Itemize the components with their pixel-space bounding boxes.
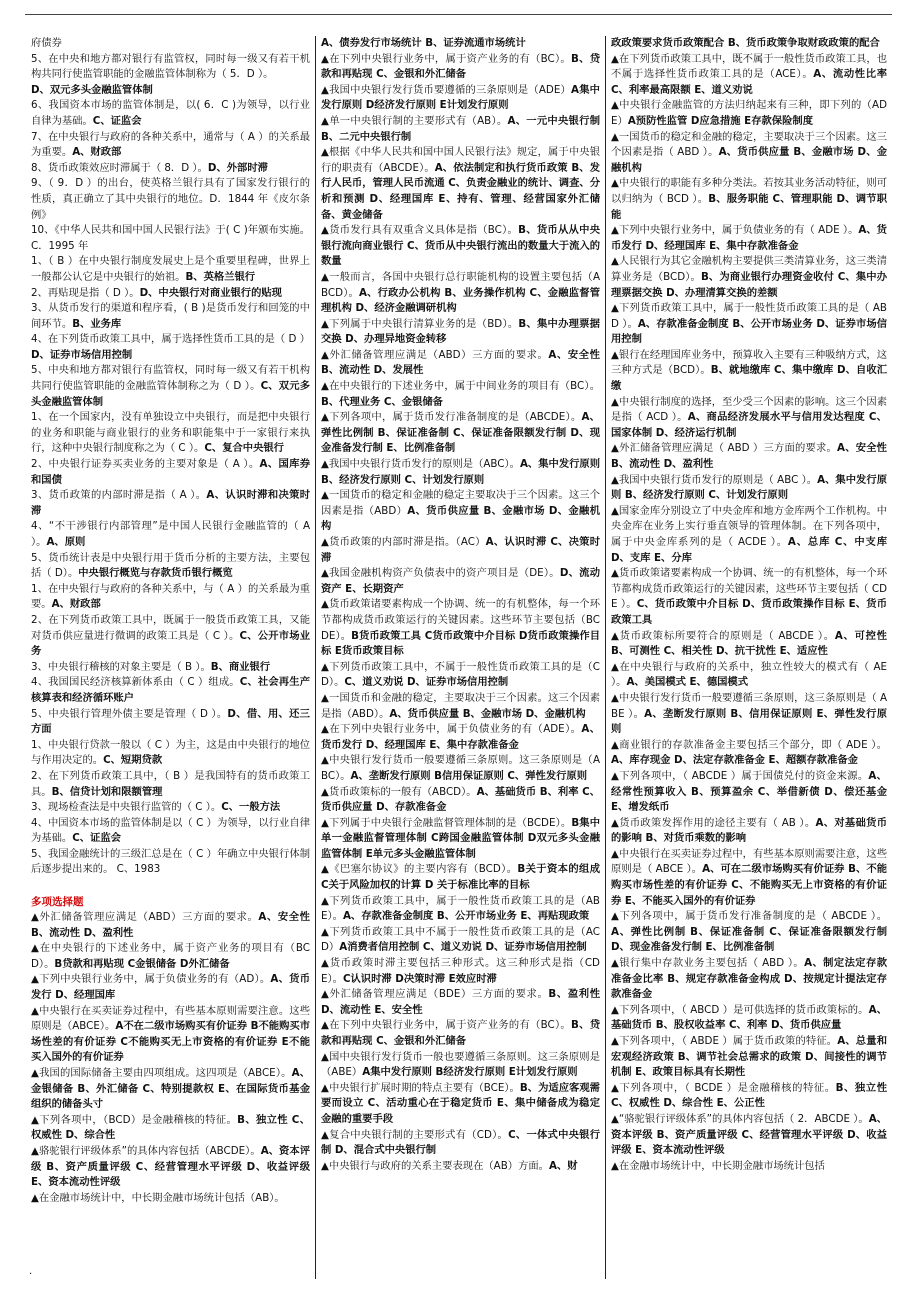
question-item <box>31 972 310 1003</box>
question-text: ▲中央银行的职能有多种分类法。若按其业务活动特征，则可以归纳为（ BCD ）。 <box>611 177 887 205</box>
answer-text: B、英格兰银行 <box>185 270 256 283</box>
question-item <box>31 363 310 410</box>
answer-text: A、国库券和国债 <box>31 458 310 486</box>
question-item <box>611 348 887 395</box>
answer-text: C、双元多头金融监管体制 <box>31 380 311 408</box>
answer-text: C、道义劝说 D、证券市场信用控制 <box>344 676 509 689</box>
question-item <box>31 847 310 878</box>
question-item <box>31 410 310 457</box>
answer-text: A、金银储备 B、外汇储备 C、特别提款权 E、在国际货币基金组织的储备头寸 <box>31 1067 310 1111</box>
answer-text: A、垄断发行原则 B、信用保证原则 E、弹性发行原则 <box>611 707 887 736</box>
answer-text: B货币政策工具 C货币政策中介目标 D货币政策操作目标 E货币政策目标 <box>321 629 600 658</box>
question-item <box>321 987 600 1018</box>
question-text: ▲在下列中央银行业务中，属于资产业务的有（BC）。 <box>321 52 571 65</box>
answer-text: C、公开市场业务 <box>31 629 310 658</box>
answer-text: A、货币供应量 B、金融市场 D、金融机构 <box>321 504 600 533</box>
question-item <box>31 1144 310 1191</box>
question-text: ▲下列属于中央银行清算业务的是（BD）。 <box>321 317 519 330</box>
question-item <box>31 254 310 285</box>
question-item <box>611 130 887 177</box>
question-text: ▲在金融市场统计中，中长期金融市场统计包括 <box>611 1159 825 1172</box>
question-text: 1、在中央银行与政府的各种关系中，与（ A ）的关系最为重要。 <box>31 582 310 611</box>
question-item <box>31 738 310 769</box>
question-text: 1、（ B ）在中央银行制度发展史上是个重要里程碑，世界上一般都公认它是中央银行的始祖。 <box>31 255 310 283</box>
question-text: ▲下列中央银行业务中，属于负债业务的有（ ADE ）。 <box>611 224 859 237</box>
question-text: 府债券 <box>31 37 62 49</box>
question-text: ▲一国货币的稳定和金融的稳定，主要取决于三个因素。这三个因素是指（ ABD ）。 <box>611 130 887 159</box>
question-item <box>321 597 600 659</box>
answer-text: A、依法制定和执行货币政策 B、发行人民币，管理人民币流通 C、负责金融业的统计、调查、分析和预测 D、经理国库 E、持有、管理、经营国家外汇储备、黄金储备 <box>321 161 600 221</box>
answer-text: A、总量和宏观经济政策 B、调节社会总需求的政策 D、间接性的调节机制 E、政策目标具有长期性 <box>611 1035 887 1079</box>
question-text: ▲一国货币的稳定和金融的稳定主要取决于三个因素。这三个因素是指（ABD） <box>321 489 600 517</box>
answer-text: 中央银行概览与存款货币银行概览 <box>78 567 233 580</box>
question-text: ▲下列各项中，属于货币发行准备制度的是（ ABCDE ）。 <box>611 910 887 923</box>
question-item <box>321 223 600 270</box>
question-item <box>321 1081 600 1128</box>
question-item <box>31 488 310 519</box>
answer-text: A、债券发行市场统计 B、证券流通市场统计 <box>321 37 526 49</box>
question-text: ▲人民银行为其它金融机构主要提供三类清算业务，这三类清算业务是（BCD）。 <box>611 255 887 283</box>
answer-text: A、货币发行 D、经理国库 E、集中存款准备金 <box>321 723 600 751</box>
question-text: 5、中央银行管理外债主要是管理（ D ）。 <box>31 707 228 720</box>
question-item <box>611 1159 887 1175</box>
question-item <box>611 1081 887 1112</box>
column-1 <box>25 36 315 1279</box>
question-text: ▲在下列中央银行业务中，属于资产业务的有（BC）。 <box>321 1019 571 1032</box>
question-item <box>321 894 600 925</box>
question-text: ▲下列货币政策工具中，不属于一般性货币政策工具的是（CD）。 <box>321 660 600 689</box>
answer-text: B、贷款和再贴现 C、金银和外汇储备 <box>321 52 600 81</box>
question-item <box>31 582 310 613</box>
answer-text: A、商品经济发展水平与信用发达程度 C、国家体制 D、经济运行机制 <box>611 411 887 439</box>
question-text: ▲在下列货币政策工具中，既不属于一般性货币政策工具，也不属于选择性货币政策工具的是（ACE）。 <box>611 52 887 81</box>
answer-text: 政政策要求货币政策配合 B、货币政策争取财政政策的配合 <box>611 37 880 49</box>
answer-text: C、短期贷款 <box>103 754 163 767</box>
answer-text: A、货币供应量 B、金融市场 D、金融机构 <box>389 707 586 720</box>
question-item <box>31 1066 310 1113</box>
question-item <box>321 660 600 691</box>
answer-text: A、存款准备金制度 B、公开市场业务 D、证券市场信用控制 <box>611 317 887 346</box>
answer-text: B、为适应客观需要而设立 C、活动重心在于稳定货币 E、集中储备成为稳定金融的重要手段 <box>321 1081 600 1125</box>
question-text: 9、（ 9．D ）的出台，使英格兰银行具有了国家发行银行的性质，真正确立了其中央银行的地位。D．1844 年《皮尔条例》 <box>31 177 310 221</box>
question-text: 3、货币政策的内部时滞是指（ A ）。 <box>31 489 207 502</box>
question-text: ▲在下列中央银行业务中，属于负债业务的有（ADE）。 <box>321 723 582 736</box>
question-item <box>321 1128 600 1159</box>
question-item <box>31 707 310 738</box>
question-item <box>31 98 310 129</box>
question-text: ▲下列各项中，（ ABDE ）属于货币政策的特征。 <box>611 1035 838 1047</box>
question-text: ▲下列属于中央银行金融监督管理体制的是（BCDE）。 <box>321 816 572 829</box>
answer-text: B关于资本的组成 C关于风险加权的计算 D 关于标准比率的目标 <box>321 863 600 892</box>
answer-text: C、一般方法 <box>221 801 281 814</box>
question-text: 7、在中央银行与政府的各种关系中，通常与（ A ）的关系最为重要。 <box>31 130 310 159</box>
question-item <box>321 114 600 145</box>
page-top-rule <box>25 14 892 15</box>
answer-text: A、原则 <box>46 536 86 548</box>
answer-text: A、库存现金 D、法定存款准备金 E、超额存款准备金 <box>611 754 858 767</box>
answer-text: D、外部时滞 <box>207 161 268 174</box>
question-item <box>611 254 887 301</box>
question-text: 4、在下列货币政策工具中，属于选择性货币工具的是（ D ） <box>31 333 310 346</box>
answer-text: A、可在二级市场购买有价证券 B、不能购买市场性差的有价证券 C、不能购买无上市资格的有价证券 E、不能买入国外的有价证券 <box>611 863 887 907</box>
question-item <box>31 161 310 177</box>
question-text: 10、《中华人民共和国中国人民银行法》于( C )年颁布实施。 C．1995 年 <box>31 224 310 252</box>
question-text: 3、从货币发行的渠道和程序看，( B )是货币发行和回笼的中间环节。 <box>31 302 310 330</box>
section-heading-multiple-choice: 多项选择题 <box>31 896 84 909</box>
answer-text: B、就地缴库 C、集中缴库 D、自收汇缴 <box>611 364 888 393</box>
question-text: 2、在下列货币政策工具中，既属于一般货币政策工具，又能对货币供应量进行微调的政策工具是（ C ）。 <box>31 613 310 642</box>
question-item <box>31 176 310 223</box>
answer-text: B、盈利性 D、流动性 E、安全性 <box>321 988 600 1016</box>
question-item <box>31 769 310 800</box>
question-text: ▲下列各项中，属于货币发行准备制度的是（ABCDE）。 <box>321 411 582 424</box>
question-item <box>611 1112 887 1159</box>
question-item <box>611 36 887 52</box>
question-text: ▲下列各项中，（ BCDE ）是金融稽核的特征。 <box>611 1081 836 1094</box>
question-text: ▲银行集中存款业务主要包括（ ABD ）。 <box>611 957 805 970</box>
question-item <box>611 769 887 816</box>
answer-text: B集中单一金融监督管理体制 C跨国金融监管体制 D双元多头金融监管体制 E单元多头金融监管体制 <box>321 816 600 860</box>
question-item <box>321 1159 600 1175</box>
question-item <box>321 956 600 987</box>
answer-text: C、复合中央银行 <box>204 442 284 455</box>
answer-text: A、资本评级 B、资产质量评级 C、经营管理水平评级 D、收益评级 E、资本流动性评级 <box>611 1112 888 1157</box>
answer-text: B、商业银行 <box>210 660 271 673</box>
answer-text: A、财政部 <box>72 146 122 159</box>
answer-text: B、贷款和再贴现 C、金银和外汇储备 <box>321 1019 600 1047</box>
question-item <box>321 862 600 893</box>
question-text: ▲《巴塞尔协议》的主要内容有（BCD）。 <box>321 863 518 876</box>
question-item <box>31 130 310 161</box>
question-text: ▲下列各项中，（BCD）是金融稽核的特征。 <box>31 1113 238 1126</box>
answer-text: A、流动性比率 C、利率最高限额 E、道义劝说 <box>611 68 887 96</box>
section-gap <box>31 878 310 894</box>
question-text: ▲货币政策时滞主要包括三种形式。这三种形式是指（CDE）。 <box>321 957 600 985</box>
question-text: ▲中央银行在买卖证券过程中，有些基本原则需要注意。这些原则是（ABCE）。 <box>31 1004 310 1033</box>
question-text: ▲我国金融机构资产负债表中的资产项目是（DE）。 <box>321 567 560 580</box>
question-item <box>611 1003 887 1034</box>
answer-text: B、业务库 <box>72 317 122 330</box>
question-text: ▲中央银行发行货币一般要遵循三条原则。这三条原则是（ABC）。 <box>321 754 600 782</box>
question-item <box>321 379 600 410</box>
answer-text: A、安全性 B、流动性 D、发展性 <box>321 348 600 377</box>
answer-text: D、借、用、还三方面 <box>31 707 310 736</box>
question-text: ▲中央银行与政府的关系主要表现在（AB）方面。 <box>321 1159 549 1172</box>
question-text: ▲商业银行的存款准备金主要包括三个部分，即（ ADE ）。 <box>611 738 887 751</box>
question-text: ▲中央银行发行货币一般要遵循三条原则，这三条原则是（ ABE ）。 <box>611 691 887 720</box>
question-text: ▲在中央银行与政府的关系中，独立性较大的模式有（ AE ）。 <box>611 660 887 689</box>
question-item <box>31 223 310 254</box>
question-item <box>321 816 600 863</box>
question-text: ▲货币政策诸要素构成一个协调、统一的有机整体，每一个环节都构成货币政策运行的关键因素。这些环节主要包括（BCDE）。 <box>321 598 600 642</box>
question-text: 1、在一个国家内，没有单独设立中央银行，而是把中央银行的业务和职能与商业银行的业务和职能集中于一家银行来执行，这种中央银行制度称之为（ C ）。 <box>31 411 310 455</box>
question-text: 4、“不干涉银行内部管理”是中国人民银行金融监管的（ A ）。 <box>31 520 310 548</box>
question-item <box>611 956 887 1003</box>
question-text: ▲一国货币和金融的稳定，主要取决于三个因素。这三个因素是指（ABD）。 <box>321 691 600 720</box>
question-text: ▲在金融市场统计中，中长期金融市场统计包括（AB）。 <box>31 1191 285 1204</box>
question-text: ▲一般而言，各国中央银行总行职能机构的设置主要包括（ABCD）。 <box>321 270 600 299</box>
question-text: ▲单一中央银行制的主要形式有（AB）。 <box>321 114 508 127</box>
answer-text: A、对基础货币的影响 B、对货币乘数的影响 <box>611 816 887 845</box>
document-page <box>25 36 892 1279</box>
question-item <box>321 925 600 956</box>
question-item <box>611 441 887 472</box>
answer-text: A、经常性预算收入 B、预算盈余 C、举借新债 D、偿还基金 E、增发纸币 <box>611 769 887 814</box>
answer-text: C、一体式中央银行制 D、混合式中央银行制 <box>321 1128 601 1157</box>
question-text: ▲银行在经理国库业务中，预算收入主要有三种吸纳方式，这三种方式是（BCD）。 <box>611 348 887 377</box>
question-item <box>321 36 600 52</box>
answer-text: C、证监会 <box>72 832 121 845</box>
question-item <box>611 473 887 504</box>
question-item <box>31 1113 310 1144</box>
question-item <box>611 395 887 442</box>
answer-text: C、社会再生产核算表和经济循环账户 <box>31 676 310 704</box>
question-item <box>31 675 310 706</box>
answer-text: D、流动资产 E、长期资产 <box>321 567 600 595</box>
question-item <box>611 816 887 847</box>
answer-text: B、服务职能 C、管理职能 D、调节职能 <box>611 192 888 221</box>
question-item <box>611 660 887 691</box>
question-text: 5、在中央和地方都对银行有监管权，同时每一级又有若干机构共同行使监管职能的金融监管体制称为（ 5．D ）。 <box>31 52 310 81</box>
single-choice-section <box>31 36 310 878</box>
question-text: ▲下列各项中，（ ABCDE ）属于国债兑付的资金来源。 <box>611 769 869 782</box>
answer-text: C、证监会 <box>92 114 142 127</box>
question-item <box>31 457 310 488</box>
answer-text: A、存款准备金制度 B、公开市场业务 E、再贴现政策 <box>342 910 590 923</box>
answer-text: A、认识时滞 C、决策时滞 <box>321 536 600 564</box>
answer-text: A、集中发行原则 B、经济发行原则 C、计划发行原则 <box>611 473 888 502</box>
question-item <box>321 410 600 457</box>
question-text: ▲货币发行具有双重含义具体是指（BC）。 <box>321 224 519 237</box>
answer-text: A、一元中央银行制 B、二元中央银行制 <box>321 114 600 143</box>
answer-text: B、独立性 C、权威性 D、综合性 <box>31 1113 310 1142</box>
question-text: ▲下列各项中，（ ABCD ）是可供选择的货币政策标的。 <box>611 1003 869 1016</box>
question-text: ▲下列货币政策工具中不属于一般性货币政策工具的是（ACD） <box>321 925 600 954</box>
question-text: ▲根据《中华人民共和国中国人民银行法》规定，属于中央银行的职责有（ABCDE）。 <box>321 146 600 174</box>
question-text: ▲国家金库分别设立了中央金库和地方金库两个工作机构。中央金库在业务上实行垂直领导的管理体制。在下列各项中，属于中央金库系列的是（ ACDE ）。 <box>611 504 887 548</box>
question-text: ▲货币政策标所要符合的原则是（ ABCDE ）。 <box>611 629 835 642</box>
question-text: ▲下列货币政策工具中，属于一般性货币政策工具的是（ABE）。 <box>321 894 600 923</box>
answer-text: A、基础货币 B、利率 C、货币供应量 D、存款准备金 <box>321 785 600 814</box>
answer-text: A、安全性 B、流动性 D、盈利性 <box>611 442 887 471</box>
question-item <box>321 317 600 348</box>
question-item <box>31 301 310 332</box>
question-text: 3、现场检查法是中央银行监管的（ C ）。 <box>31 801 222 814</box>
answer-text: A、财 <box>548 1159 578 1172</box>
question-item <box>31 551 310 582</box>
question-item <box>321 83 600 114</box>
question-item <box>611 566 887 628</box>
question-text: 5、中央和地方都对银行有监管权，同时每一级又有若干机构共同行使监管职能的金融监管体制称之为（ D ）。 <box>31 364 310 393</box>
question-item <box>31 332 310 363</box>
answer-text: D、中央银行对商业银行的贴现 <box>139 286 282 299</box>
question-item <box>321 1018 600 1049</box>
question-text: ▲货币政策的内部时滞是指。（AC） <box>321 536 486 548</box>
question-text: 3、中央银行稽核的对象主要是（ B ）。 <box>31 660 211 673</box>
question-text: ▲中央银行扩展时期的特点主要有（BCE）。 <box>321 1081 520 1094</box>
question-item <box>31 286 310 302</box>
question-text: 2、中央银行证券买卖业务的主要对象是（ A ）。 <box>31 458 260 471</box>
question-text: ▲下列中央银行业务中，属于负债业务的有（AD）。 <box>31 973 271 986</box>
question-text: ▲骆驼银行评级体系”的具体内容包括（ABCDE）。 <box>31 1144 261 1157</box>
answer-text: B、集中办理票据交换 D、办理异地资金转移 <box>321 317 600 346</box>
answer-text: D、双元多头金融监管体制 <box>31 83 153 96</box>
answer-text: B贷款和再贴现 C金银储备 D外汇储备 <box>54 957 230 970</box>
answer-text: B、代理业务 C、金银储备 <box>321 395 443 408</box>
question-text: 4、中国资本市场的监管体制是以（ C ）为领导，以行业自律为基础。 <box>31 816 310 845</box>
answer-text: A、货币供应量 B、金融市场 D、金融机构 <box>611 146 887 174</box>
question-item <box>611 223 887 254</box>
question-text: ▲复合中央银行制的主要形式有（CD）。 <box>321 1128 509 1141</box>
question-item <box>31 519 310 550</box>
answer-text: A、基础货币 B、股权收益率 C、利率 D、货币供应量 <box>611 1003 887 1032</box>
question-text: 2、再贴现是指（ D ）。 <box>31 286 140 299</box>
question-text: ▲中央银行在买卖证券过程中，有些基本原则需要注意，这些原则是（ ABCE ）。 <box>611 847 887 876</box>
question-text: ▲中央银行金融监管的方法归纳起来有三种，即下列的（ADE） <box>611 99 887 127</box>
answer-text: B、信贷计划和限额管理 <box>51 785 163 798</box>
question-text: 5、货币统计表是中央银行用于货币分析的主要方法，主要包括（ D）。 <box>31 551 310 580</box>
question-item <box>321 753 600 784</box>
answer-text: A不在二级市场购买有价证券 B不能购买市场性差的有价证券 C不能购买无上市资格的有价证券 E不能买入国外的有价证券 <box>31 1020 310 1064</box>
question-item <box>611 504 887 566</box>
question-item <box>611 176 887 223</box>
question-item <box>321 457 600 488</box>
question-item <box>31 52 310 83</box>
question-item <box>321 1050 600 1081</box>
question-item <box>611 629 887 660</box>
question-text: ▲我国中央银行发行货币要遵循的三条原则是（ADE） <box>321 83 572 96</box>
answer-text: A、弹性比例制 B、保证准备制 C、保证准备限额发行制 D、现金准备发行制 E、比例准备制 <box>611 925 887 954</box>
question-text: ▲中央银行制度的选择，至少受三个因素的影响。这三个因素是指（ ACD ）。 <box>611 395 887 424</box>
question-text: ▲货币政策标的一般有（ABCD）。 <box>321 785 477 798</box>
answer-text: A集中发行原则 D经济发行原则 E计划发行原则 <box>321 83 600 112</box>
answer-text: A、集中发行原则 B、经济发行原则 C、计划发行原则 <box>321 458 601 486</box>
answer-text: A集中发行原则 B经济发行原则 E计划发行原则 <box>362 1066 578 1079</box>
question-item <box>31 941 310 972</box>
question-text: ▲“骆驼银行评级体系”的具体内容包括（ 2．ABCDE ）。 <box>611 1112 869 1125</box>
question-item <box>31 800 310 816</box>
question-item <box>321 785 600 816</box>
question-item <box>321 52 600 83</box>
answer-text: A、总库 C、中支库 D、支库 E、分库 <box>611 536 887 564</box>
question-text: ▲外汇储备管理应满足（ABD）三方面的要求。 <box>321 348 549 361</box>
question-text: ▲在中央银行的下述业务中，属于资产业务的项目有（BCD）。 <box>31 942 310 970</box>
question-text: ▲国中央银行发行货币一般也要遵循三条原则。这三条原则是（ABE） <box>321 1050 600 1079</box>
question-item <box>31 910 310 941</box>
question-text: 5、我国金融统计的三级汇总是在（ C ）年确立中央银行体制后逐步提出来的。 C、1983 <box>31 847 310 876</box>
answer-text: A、制定法定存款准备金比率 B、规定存款准备金构成 D、按规定计提法定存款准备金 <box>611 957 887 1001</box>
question-text: ▲下列货币政策工具中，属于一般性货币政策工具的是（ ABD ）。 <box>611 302 887 330</box>
question-item <box>611 738 887 769</box>
question-text: ▲在中央银行的下述业务中，属于中间业务的项目有（BC）。 <box>321 380 600 393</box>
question-item <box>611 909 887 956</box>
answer-text: A、认识时滞和决策时滞 <box>31 489 311 517</box>
column-3 <box>605 36 892 1279</box>
question-text: ▲我国中央银行货币发行的原则是（ABC）。 <box>321 458 520 471</box>
answer-text: A、资本评级 B、资产质量评级 C、经营管理水平评级 D、收益评级 E、资本流动性评级 <box>31 1144 310 1189</box>
question-item <box>321 270 600 317</box>
question-text: 6、我国资本市场的监管体制是，以( 6．C )为领导，以行业自律为基础。 <box>31 99 310 127</box>
question-text: ▲外汇储备管理应满足（ ABD ）三方面的要求。 <box>611 442 838 455</box>
answer-text: A、美国模式 E、德国模式 <box>626 676 749 689</box>
question-item <box>31 83 310 99</box>
question-text: 8、货币政策效应时滞属于（ 8．D ）。 <box>31 161 208 174</box>
question-item <box>321 348 600 379</box>
question-item <box>321 566 600 597</box>
question-text: ▲外汇储备管理应满足（BDE）三方面的要求。 <box>321 988 549 1001</box>
answer-text: A、弹性比例制 B、保证准备制 C、保证准备限额发行制 D、现金准备发行制 E、比例准备制 <box>321 411 600 455</box>
question-item <box>31 1004 310 1066</box>
question-item <box>321 691 600 722</box>
question-item <box>31 36 310 52</box>
question-text: ▲货币政策发挥作用的途径主要有（ AB ）。 <box>611 816 816 829</box>
question-item <box>611 691 887 738</box>
answer-text: D、证券市场信用控制 <box>31 348 133 361</box>
question-text: 4、我国国民经济核算新体系由（ C ）组成。 <box>31 676 240 689</box>
answer-text: C、货币政策中介目标 D、货币政策操作目标 E、货币政策工具 <box>611 598 887 626</box>
multiple-choice-section <box>31 910 310 1206</box>
question-item <box>321 535 600 566</box>
question-item <box>611 98 887 129</box>
answer-text: A、货币发行 D、经理国库 E、集中存款准备金 <box>611 224 887 252</box>
question-item <box>321 145 600 223</box>
answer-text: A、垄断发行原则 B信用保证原则 C、弹性发行原则 <box>350 769 588 782</box>
question-item <box>31 660 310 676</box>
question-text: ▲我国中央银行货币发行的原则是（ ABC ）。 <box>611 473 818 486</box>
question-text: ▲我国的国际储备主要由四项组成。这四项是（ABCE）。 <box>31 1067 292 1079</box>
question-text: ▲外汇储备管理应满足（ABD）三方面的要求。 <box>31 911 259 924</box>
answer-text: C认识时滞 D决策时滞 E效应时滞 <box>342 972 497 985</box>
question-item <box>31 816 310 847</box>
question-item <box>611 847 887 909</box>
question-item <box>31 613 310 660</box>
answer-text: B、独立性 C、权威性 D、综合性 E、公正性 <box>611 1081 887 1110</box>
question-item <box>611 1034 887 1081</box>
question-text: ▲货币政策诸要素构成一个协调、统一的有机整体，每一个环节都构成货币政策运行的关键因素，这些环节主要包括（ CDE ）。 <box>611 567 887 611</box>
answer-text: A、安全性 B、流动性 D、盈利性 <box>31 911 310 939</box>
question-text: 1、中央银行贷款一般以（ C ）为主，这是由中央银行的地位与作用决定的。 <box>31 738 310 767</box>
answer-text: A、可控性 B、可测性 C、相关性 D、抗干扰性 E、适应性 <box>611 629 887 658</box>
question-item <box>611 301 887 348</box>
answer-text: B、货币从从中央银行流向商业银行 C、货币从中央银行流出的数量大于流入的数量 <box>321 224 600 268</box>
footer-mark: . <box>29 1266 33 1277</box>
answer-text: A预防性监管 D应急措施 E存款保险制度 <box>627 114 813 127</box>
answer-text: A、货币发行 D、经理国库 <box>31 973 310 1002</box>
question-item <box>321 488 600 535</box>
answer-text: A、行政办公机构 B、业务操作机构 C、金融监督管理机构 D、经济金融调研机构 <box>321 286 600 315</box>
answer-text: A、财政部 <box>51 598 101 611</box>
question-text: 2、在下列货币政策工具中，（ B ）是我国特有的货币政策工具。 <box>31 769 310 798</box>
question-item <box>321 722 600 753</box>
question-item <box>31 1191 310 1207</box>
answer-text: A消费者信用控制 C、道义劝说 D、证券市场信用控制 <box>339 941 587 954</box>
answer-text: B、为商业银行办理资金收付 C、集中办理票据交换 D、办理清算交换的差额 <box>611 270 887 299</box>
question-item <box>611 52 887 99</box>
column-2 <box>315 36 605 1279</box>
